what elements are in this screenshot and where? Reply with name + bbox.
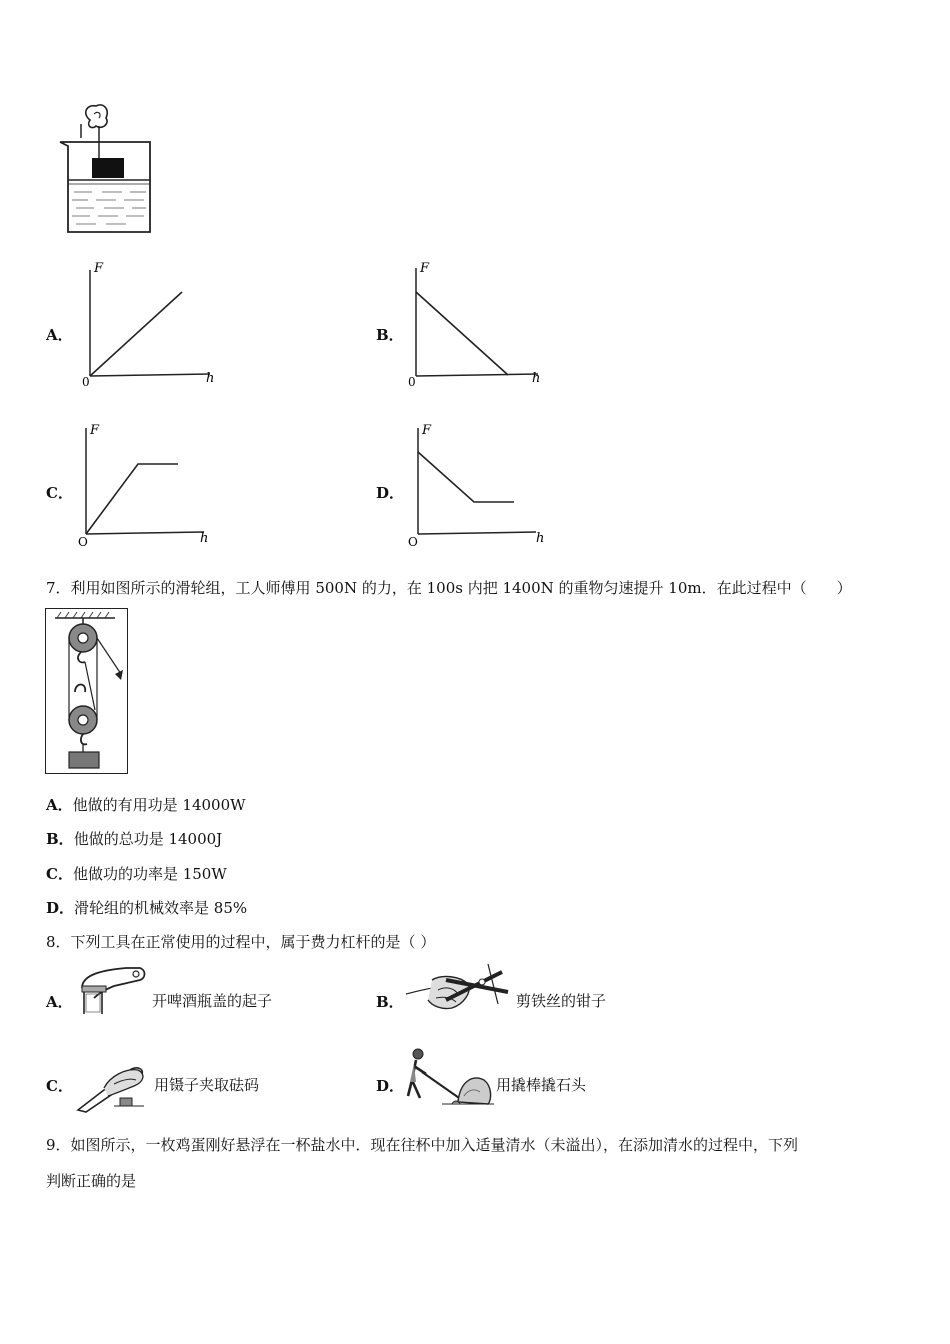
q6-graph-c-origin: O: [78, 535, 88, 548]
q6-graph-b-origin: 0: [408, 375, 416, 388]
q6-option-d-label: D．: [376, 484, 405, 502]
q6-graph-d: [404, 418, 554, 548]
q8-option-a-label: A．: [46, 993, 73, 1011]
q7-option-b-label: B．: [46, 830, 74, 848]
q6-graph-a-x-label: h: [206, 371, 215, 386]
q6-graph-c-x-label: h: [200, 531, 209, 546]
q6-graph-d-x-label: h: [536, 531, 545, 546]
q8-option-c-label: C．: [46, 1077, 73, 1095]
q8-option-d-text: 用撬棒撬石头: [496, 1076, 587, 1094]
q6-graph-b-y-label: F: [420, 261, 430, 276]
q6-graph-a: [78, 258, 228, 388]
q6-graph-d-y-label: F: [422, 423, 432, 438]
q6-graph-a-origin: 0: [82, 375, 90, 388]
q6-graph-a-y-label: F: [94, 261, 104, 276]
q7-stem: 7．利用如图所示的滑轮组，工人师傅用 500N 的力，在 100s 内把 1400N 的重物匀速提升 10m．在此过程中（ ）: [46, 579, 852, 597]
q7-option-c-label: C．: [46, 865, 73, 883]
q8-option-c-text: 用镊子夹取砝码: [154, 1076, 260, 1094]
q7-option-d-label: D．: [46, 899, 75, 917]
q8-option-d-label: D．: [376, 1077, 405, 1095]
q6-option-b-label: B．: [376, 326, 404, 344]
q9-stem-line2: 判断正确的是: [46, 1172, 137, 1190]
q6-graph-c: [74, 418, 224, 548]
q7-option-c-text: 他做功的功率是 150W: [72, 865, 227, 883]
q7-option-d-text: 滑轮组的机械效率是 85%: [74, 899, 248, 917]
q9-stem-line1: 9．如图所示，一枚鸡蛋刚好悬浮在一杯盐水中．现在往杯中加入适量清水（未溢出），在添加清水的过程中，下列: [46, 1136, 799, 1154]
q6-graph-c-y-label: F: [90, 423, 100, 438]
q7-option-a-text: 他做的有用功是 14000W: [72, 796, 246, 814]
pliers-icon: [402, 960, 514, 1018]
q7-option-d: [46, 898, 247, 918]
q6-option-c-label: C．: [46, 484, 73, 502]
q6-graph-b: [404, 258, 554, 388]
crowbar-icon: [402, 1046, 496, 1108]
q7-option-c: [46, 864, 227, 884]
q7-option-b-text: 他做的总功是 14000J: [73, 830, 223, 848]
q7-option-a-label: A．: [46, 796, 73, 814]
bottle-opener-icon: [74, 962, 150, 1018]
pulley-figure: [45, 608, 129, 775]
tweezers-icon: [74, 1060, 154, 1114]
q6-graph-d-origin: O: [408, 535, 418, 548]
q7-option-b: [46, 829, 222, 849]
q8-option-b-text: 剪铁丝的钳子: [516, 992, 607, 1010]
q7-option-a: [46, 795, 246, 815]
q8-stem: 8．下列工具在正常使用的过程中，属于费力杠杆的是（ ）: [46, 933, 436, 951]
q6-graph-b-x-label: h: [532, 371, 541, 386]
beaker-figure: [52, 100, 162, 240]
q8-option-b-label: B．: [376, 993, 404, 1011]
q6-option-a-label: A．: [46, 326, 73, 344]
q8-option-a-text: 开啤酒瓶盖的起子: [152, 992, 273, 1010]
